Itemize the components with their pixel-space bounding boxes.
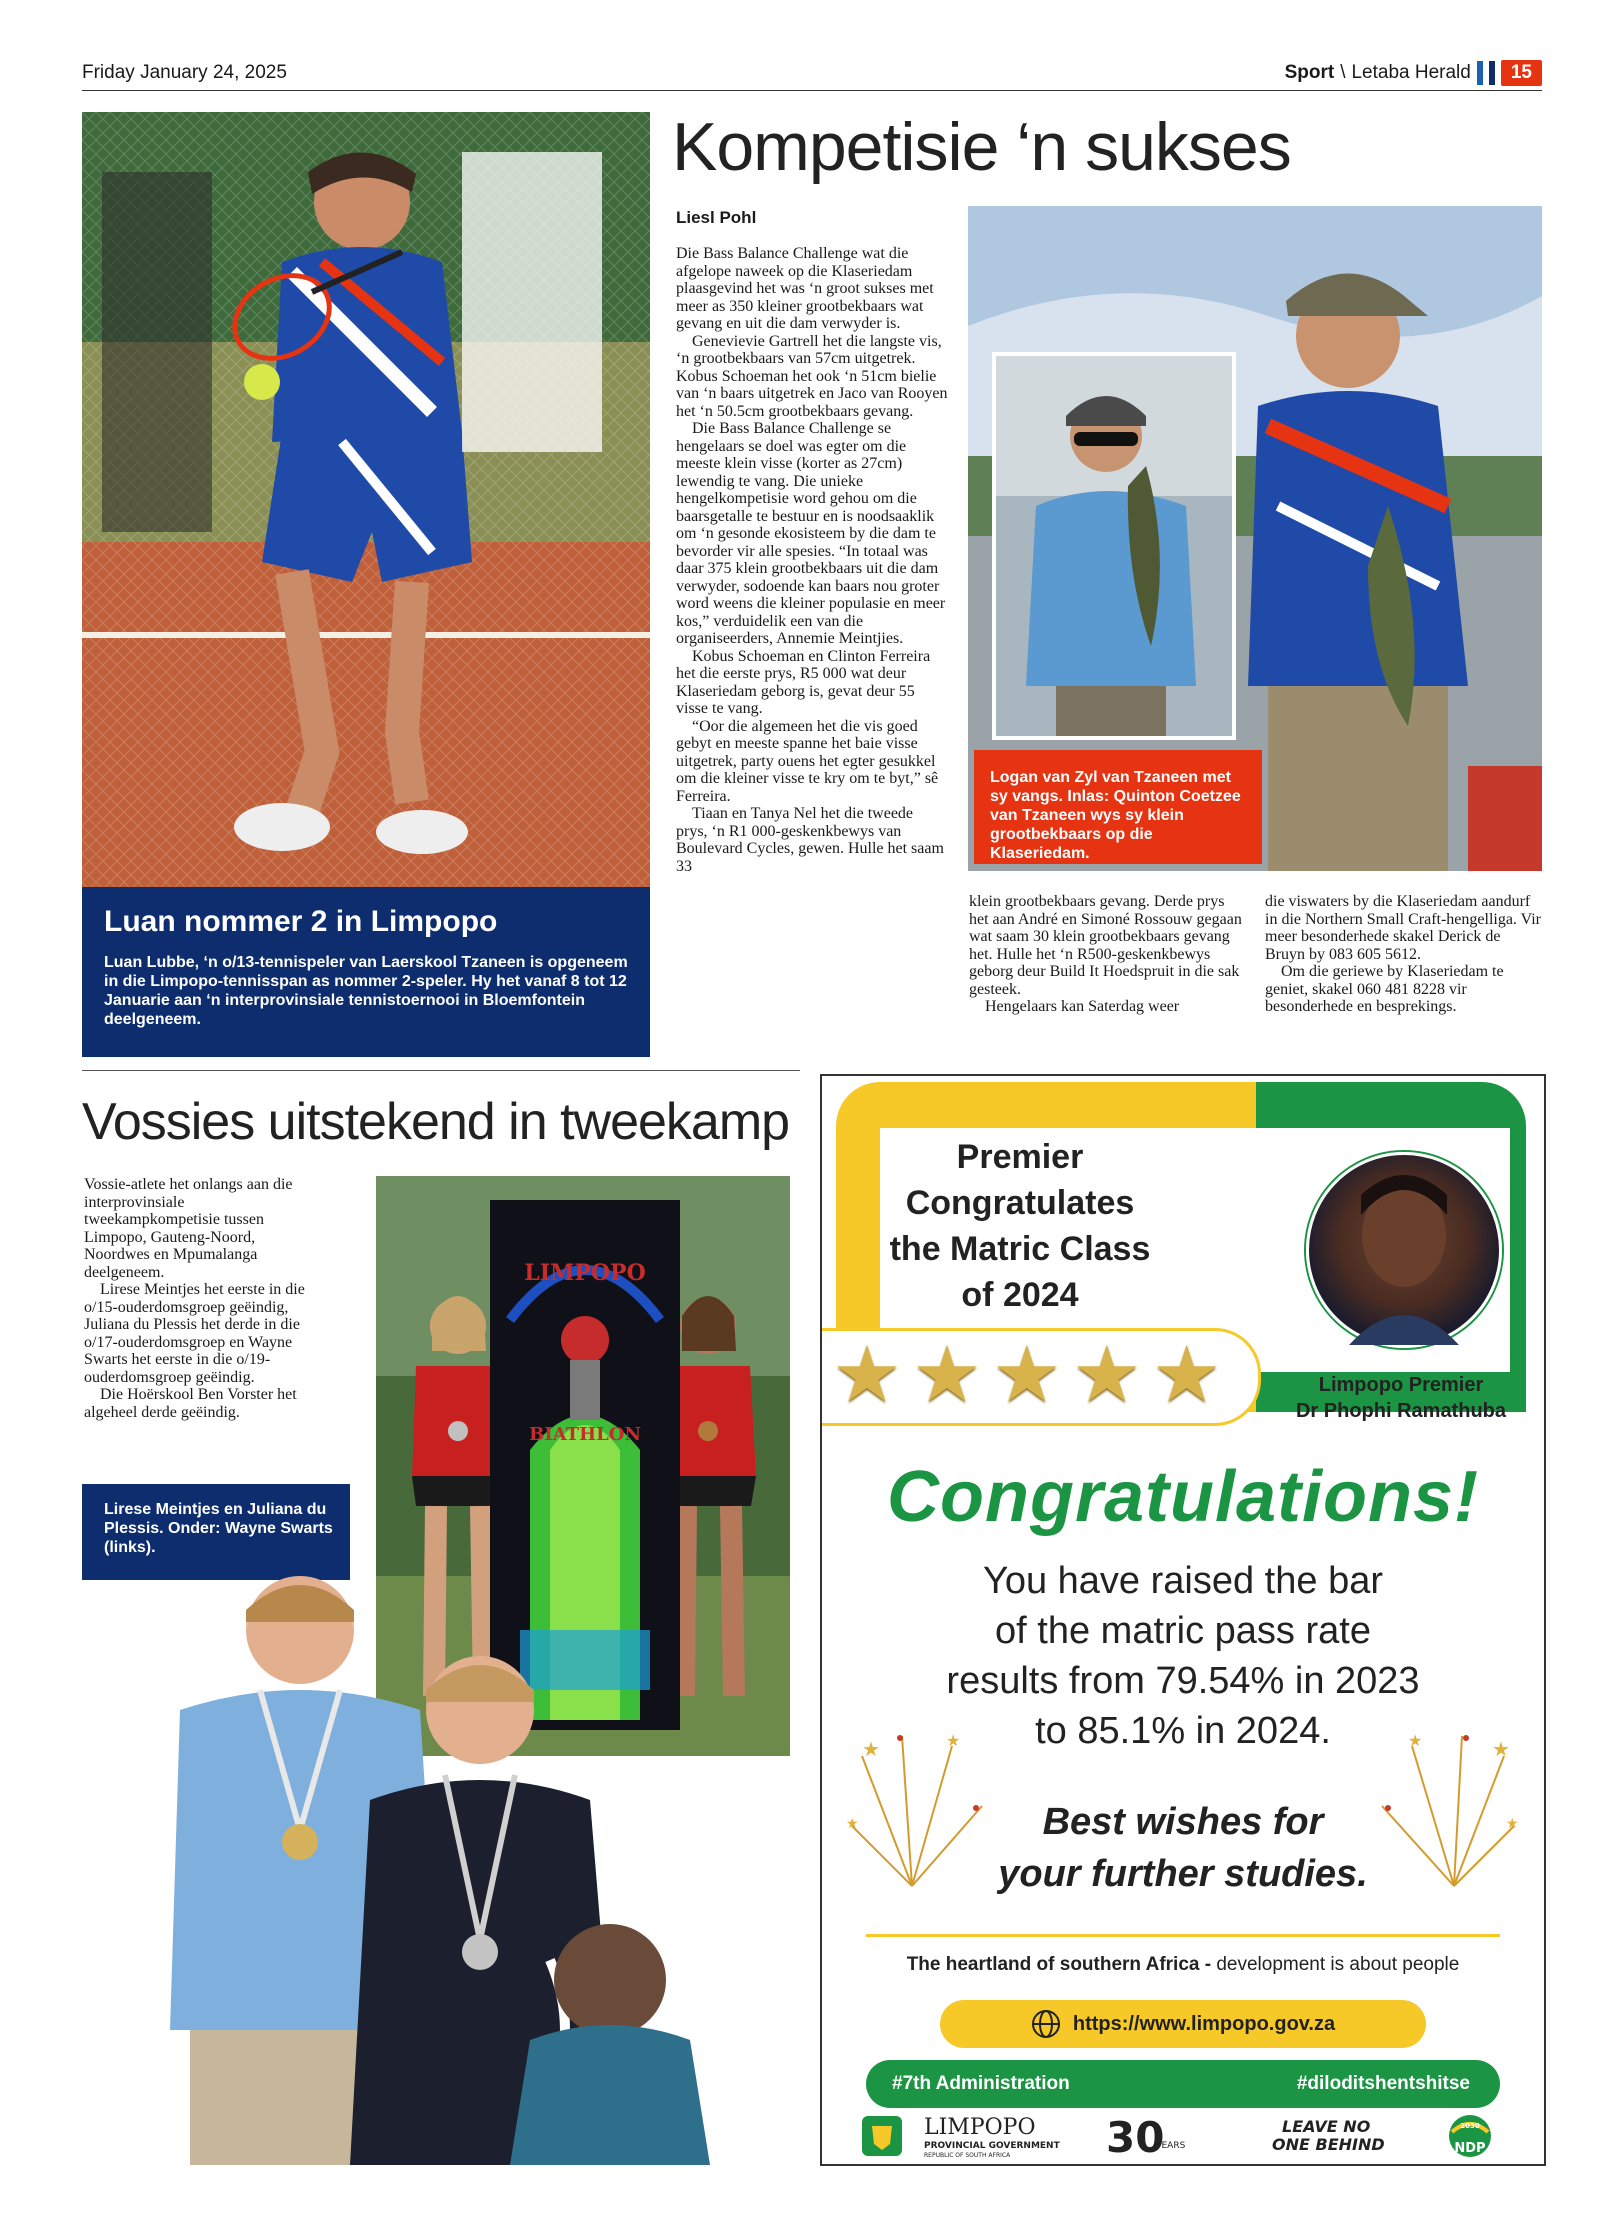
svg-text:★: ★ [1492, 1739, 1510, 1761]
hashtag-bar [866, 2060, 1500, 2108]
fishing-column-1 [676, 245, 948, 875]
paragraph: die viswaters by die Klaseriedam aandurf in die Northern Small Craft-hengelliga. Vir meer besonderhede skakel Derick de Bruyn by 083 605 5612. [1265, 893, 1542, 963]
section-divider [82, 1070, 800, 1071]
medal-photo [150, 1560, 790, 2165]
page-number: 15 [1501, 60, 1542, 86]
tennis-caption-title: Luan nommer 2 in Limpopo [104, 905, 498, 938]
ad-title: Premier Congratulates the Matric Class of 2024 [889, 1138, 1151, 1314]
fishing-caption-text: Logan van Zyl van Tzaneen met sy vangs. Inlas: Quinton Coetzee van Tzaneen wys sy klein grootbekbaars op die Klaseriedam. [990, 769, 1241, 862]
paragraph: Tiaan en Tanya Nel het die tweede prys, ‘n R1 000-geskenkbewys van Boulevard Cycles, gewen. Hulle het saam 33 [676, 805, 944, 875]
star-icon: ★ [991, 1331, 1062, 1418]
banner-bottom-text: BIATHLON [529, 1424, 641, 1445]
fishing-inlay-photo [992, 352, 1236, 740]
paragraph: “Oor die algemeen het die vis goed gebyt en meeste spanne het baie visse uitgetrek, party ouens het egter gesukkel om die kleiner visse te kry om te byt,” sê Ferreira. [676, 717, 939, 805]
globe-icon [1031, 2009, 1061, 2039]
vossies-headline: Vossies uitstekend in tweekamp [82, 1093, 790, 1151]
limpopo-logo-sub: PROVINCIAL GOVERNMENT [924, 2141, 1060, 2151]
premier-portrait [1306, 1152, 1502, 1348]
svg-text:★: ★ [1506, 1817, 1519, 1832]
paragraph: Hengelaars kan Saterdag weer [985, 998, 1180, 1015]
heartland-rest: development is about people [1211, 1954, 1460, 1975]
section-name: Sport [1284, 62, 1335, 83]
fishing-column-3 [1265, 893, 1542, 1016]
divider-slash: \ [1340, 62, 1346, 83]
ad-rule [866, 1934, 1500, 1937]
paragraph: klein grootbekbaars gevang. Derde prys het aan André en Simoné Rossouw gegaan wat saam 30 klein grootbekbaars gevang het. Hulle het ‘n R500-geskenkbewys geborg deur Build It Hoedspruit in die sak gesteek. [969, 893, 1242, 998]
tennis-caption-box [82, 887, 650, 1057]
vossies-body [84, 1176, 324, 1421]
paragraph: Kobus Schoeman en Clinton Ferreira het die eerste prys, R5 000 wat deur Klaseriedam geborg is, gevat deur 55 visse te vang. [676, 647, 931, 717]
header-rule [82, 90, 1542, 91]
paragraph: Vossie-atlete het onlangs aan die interprovinsiale tweekampkompetisie tussen Limpopo, Gauteng-Noord, Noordwes en Mpumalanga deelgeneem. [84, 1176, 293, 1281]
issue-date: Friday January 24, 2025 [82, 62, 287, 83]
pass-rate-line: results from 79.54% in 2023 [946, 1660, 1420, 1702]
star-icon: ★ [832, 1331, 902, 1418]
star-icon: ★ [1071, 1331, 1142, 1418]
hashtag-right: #diloditshentshitse [1296, 2073, 1470, 2094]
brand-bar-icon [1489, 61, 1495, 85]
coat-of-arms-icon [862, 2116, 902, 2156]
ndp-year: 2030 [1460, 2122, 1480, 2130]
paragraph: Lirese Meintjes het eerste in die o/15-ouderdomsgroep geëindig, Juliana du Plessis het derde in die o/17-ouderdomsgroep en Wayne Swarts het eerste in die o/19-ouderdomsgroep geëindig. [84, 1281, 305, 1386]
paper-name: Letaba Herald [1351, 62, 1471, 83]
stars-row [832, 1331, 1222, 1418]
paragraph: Die Bass Balance Challenge wat die afgelope naweek op die Klaseriedam plaasgevind het was ‘n groot sukses met meer as 350 kleiner grootbekbaars wat gevang en uit die dam verwyder is. [676, 245, 934, 332]
byline: Liesl Pohl [676, 208, 757, 227]
paragraph: Genevievie Gartrell het die langste vis, ‘n grootbekbaars van 57cm uitgetrek. Kobus Schoeman het ook ‘n 51cm bielie van ‘n baars uitgetrek en Jaco van Rooyen het ‘n 50.5cm grootbekbaars gevang. [676, 332, 948, 420]
brand-bar-icon [1477, 61, 1483, 85]
page-header [1285, 60, 1542, 86]
tennis-photo [82, 112, 650, 887]
website-pill[interactable] [940, 2000, 1426, 2048]
hashtag-left: #7th Administration [892, 2073, 1070, 2094]
premier-name [1266, 1372, 1536, 1424]
heartland-slogan [822, 1954, 1544, 1976]
star-icon: ★ [911, 1331, 982, 1418]
pass-rate-line: You have raised the bar [982, 1560, 1383, 1602]
paragraph: Om die geriewe by Klaseriedam te geniet, skakel 060 481 8228 vir besonderhede en besprekings. [1265, 963, 1504, 1015]
best-wishes-text [862, 1796, 1504, 1900]
pass-rate-line: of the matric pass rate [995, 1610, 1371, 1652]
sponsor-logos [842, 2112, 1532, 2158]
paragraph: Die Hoërskool Ben Vorster het algeheel derde geëindig. [84, 1386, 297, 1421]
best-wishes-line: your further studies. [998, 1853, 1368, 1895]
tennis-caption-text: Luan Lubbe, ‘n o/13-tennispeler van Laerskool Tzaneen is opgeneem in die Limpopo-tennisspan as nommer 2-speler. Hy het vanaf 8 tot 12 Januarie aan ‘n interprovinsiale tennistoernooi in Bloemfontein deelgeneem. [104, 954, 628, 1028]
leave-no-one-logo-2: ONE BEHIND [1272, 2135, 1385, 2154]
limpopo-logo-sub2: REPUBLIC OF SOUTH AFRICA [924, 2152, 1011, 2158]
premier-advertisement [820, 1074, 1546, 2166]
svg-text:★: ★ [1408, 1733, 1423, 1750]
thirty-years-logo: 30 [1106, 2113, 1165, 2158]
website-url[interactable]: https://www.limpopo.gov.za [1072, 2012, 1336, 2035]
premier-name-line: Dr Phophi Ramathuba [1295, 1400, 1506, 1422]
congratulations-heading: Congratulations! [887, 1457, 1479, 1537]
fishing-caption-box [974, 750, 1262, 864]
svg-text:★: ★ [846, 1817, 859, 1832]
pass-rate-line: to 85.1% in 2024. [1035, 1710, 1331, 1752]
premier-title-line: Limpopo Premier [1318, 1374, 1484, 1396]
fishing-headline: Kompetisie ‘n sukses [672, 109, 1291, 185]
ndp-text: NDP [1454, 2141, 1486, 2156]
vossies-caption-text: Lirese Meintjes en Juliana du Plessis. Onder: Wayne Swarts (links). [104, 1501, 333, 1556]
thirty-years-sub: YEARS [1156, 2141, 1186, 2151]
fishing-column-2 [969, 893, 1245, 1016]
star-icon: ★ [1151, 1331, 1222, 1418]
banner-top-text: LIMPOPO [524, 1260, 646, 1286]
svg-text:★: ★ [862, 1739, 880, 1761]
heartland-bold: The heartland of southern Africa - [906, 1954, 1212, 1975]
leave-no-one-logo-1: LEAVE NO [1282, 2117, 1371, 2136]
svg-text:★: ★ [946, 1733, 961, 1750]
limpopo-logo-text: LIMPOPO [924, 2115, 1036, 2140]
best-wishes-line: Best wishes for [1042, 1801, 1324, 1843]
paragraph: Die Bass Balance Challenge se hengelaars se doel was egter om die meeste klein visse (korter as 27cm) lewendig te vang. Die unieke hengelkompetisie word gehou om die baarsgetalle te bestuur en is noodsaaklik om ‘n gesonde ekosisteem by die dam te bevorder vir alle spesies. “In totaal was daar 375 klein grootbekbaars uit die dam verwyder, sodoende kan baars nou groter word weens die kleiner populasie en meer kos,” verduidelik een van die organiseerders, Annemie Meintjies. [676, 420, 946, 647]
